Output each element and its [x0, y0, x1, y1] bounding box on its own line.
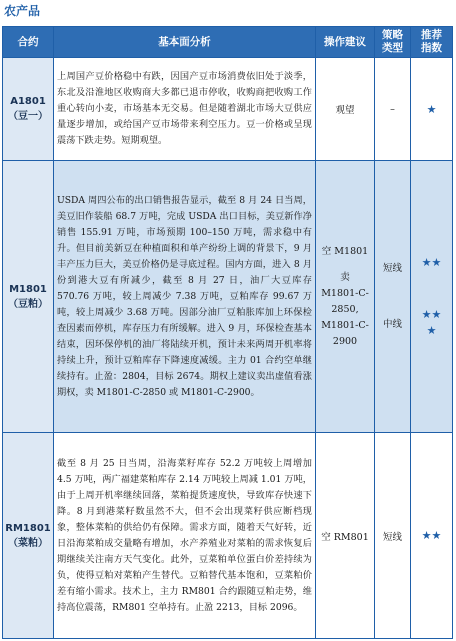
table-row	[3, 58, 453, 161]
contract-cell	[3, 161, 54, 433]
suggestion-line: 2900	[332, 335, 358, 347]
header-contract: 合约	[3, 27, 54, 58]
suggestion-line: M1801-C-	[321, 287, 369, 299]
header-suggestion: 操作建议	[316, 27, 375, 58]
header-strategy-line2: 类型	[382, 42, 403, 54]
contract-cell	[3, 433, 54, 639]
table-row	[3, 433, 453, 639]
strategy-short: 短线	[382, 262, 402, 274]
rec-stars: ★★	[411, 433, 453, 639]
contract-name: （菜粕）	[8, 537, 48, 549]
suggestion-line: 卖	[340, 271, 350, 283]
contract-code: A1801	[10, 96, 46, 107]
analysis-cell: 上周国产豆价格稳中有跌，因国产豆市场消费依旧处于淡季，东北及沿淮地区收购商大多都已退市停收，收购商把收购工作重心转向小麦，市场基本无交易。但是随着湖北市场大豆供应量逐步增加，或给国产豆市场带来利空压力。豆一价格或呈现震荡下跌走势。短期观望。	[54, 58, 316, 161]
table-row	[3, 161, 453, 433]
contract-cell	[3, 58, 54, 161]
suggestion-line: 2850,	[331, 303, 359, 315]
strategy-cell: –	[375, 58, 411, 161]
table-header-row	[3, 27, 453, 58]
header-rec-line2: 指数	[421, 42, 442, 54]
rec-stars: ★★	[421, 307, 442, 321]
suggestion-line: M1801-C-	[321, 319, 369, 331]
analysis-cell: 截至 8 月 25 日当周，沿海菜籽库存 52.2 万吨较上周增加 4.5 万吨，两广福建菜粕库存 2.14 万吨较上周减 1.01 万吨，由于上周开机率继续回落，菜粕提货速度快，导致库存快速下降。8 月到港菜籽数虽然不大，但不会出现菜籽供应断档现象，整体菜粕的供给仍有保障。需求方面，随着天气好转，近日沿海菜粕成交量略有增加，水产养殖业对菜粕的需求恢复后期继续关注南方天气变化。此外，豆菜粕单位蛋白价差持续为负，使得豆粕对菜粕产生替代。豆粕替代基本饱和，豆菜粕价差有缩小需求。技术上，主力 RM801 合约跟随豆粕走势，维持高位震荡，RM801 空单持有。止盈 2213，目标 2096。	[54, 433, 316, 639]
header-strategy	[375, 27, 411, 58]
suggestion-line: 空 M1801	[321, 245, 369, 257]
rec-stars: ★	[411, 58, 453, 161]
header-strategy-line1: 策略	[382, 29, 403, 41]
contract-name: （豆粕）	[8, 298, 48, 310]
suggestion-cell: 空 RM801	[316, 433, 375, 639]
strategy-cell: 短线	[375, 433, 411, 639]
strategy-mid: 中线	[382, 318, 402, 330]
contract-name: （豆一）	[8, 111, 48, 122]
strategy-cell	[375, 161, 411, 433]
header-rec-index	[411, 27, 453, 58]
agri-products-table	[2, 26, 453, 639]
suggestion-cell	[316, 161, 375, 433]
rec-stars: ★	[426, 323, 437, 337]
rec-stars-cell	[411, 161, 453, 433]
header-analysis: 基本面分析	[54, 27, 316, 58]
contract-code: M1801	[9, 283, 47, 295]
analysis-cell: USDA 周四公布的出口销售报告显示，截至 8 月 24 日当周，美豆旧作装船 68.7 万吨，完成 USDA 出口目标，美豆新作净销售 155.91 万吨，市场预期 100–150 万吨，需求稳中有升。但目前美新豆在种植面积和单产纷纷上调的背景下，9 月丰产压力巨大，美豆价格仍是寻底过程。国内方面，进入 8 月份到港大豆有所减少，截至 8 月 27 日，油厂大豆库存 570.76 万吨，较上周减少 7.38 万吨，豆粕库存 99.67 万吨，较上周减少 3.68 万吨。因部分油厂豆粕胀库加上环保检查因素而停机，库存压力有所缓解。进入 9 月，环保检查基本结束，因环保停机的油厂将陆续开机，预计未来两周开机率将持续上升，预计豆粕库存下降速度减缓。主力 01 合约空单继续持有。止盈：2804，目标 2674。期权上建议卖出虚值看涨期权，卖 M1801-C-2850 或 M1801-C-2900。	[54, 161, 316, 433]
suggestion-cell: 观望	[316, 58, 375, 161]
contract-code: RM1801	[5, 522, 51, 534]
section-title: 农产品	[4, 4, 41, 18]
rec-stars: ★★	[421, 255, 442, 269]
header-rec-line1: 推荐	[421, 29, 442, 41]
